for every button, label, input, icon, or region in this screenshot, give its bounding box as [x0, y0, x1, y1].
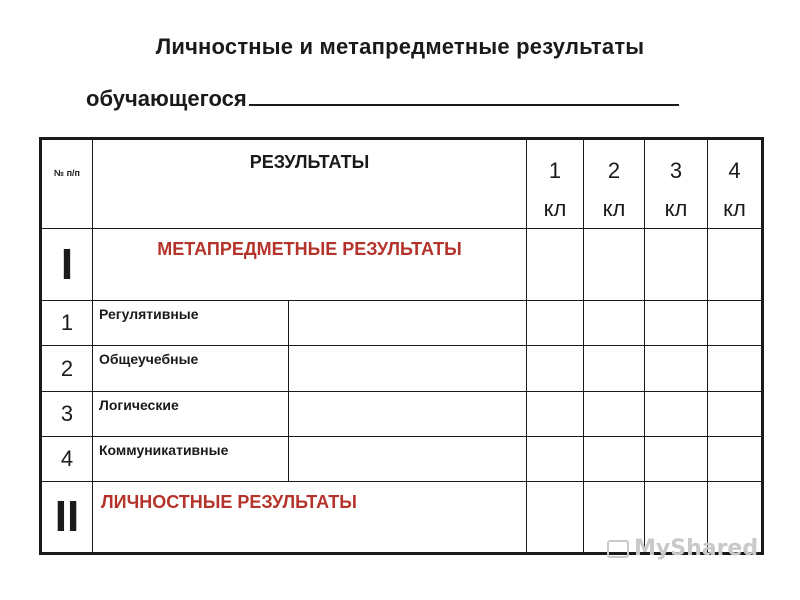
row-detail-cell[interactable] [289, 301, 527, 346]
results-table [39, 137, 764, 555]
header-grade-4: 4 кл [708, 139, 763, 229]
row-label: Регулятивные [93, 301, 289, 346]
header-grade-1: 1 кл [527, 139, 584, 229]
header-number-cell: № п/п [41, 139, 93, 229]
grade-cell[interactable] [527, 437, 584, 482]
document-title-line2 [86, 86, 679, 112]
grade-cell[interactable] [708, 437, 763, 482]
watermark-logo-icon [607, 540, 629, 558]
grade-cell[interactable] [527, 482, 584, 554]
grade-cell[interactable] [584, 301, 645, 346]
watermark-text: MyShared [634, 536, 759, 561]
row-number: 2 [41, 346, 93, 392]
grade-cell[interactable] [708, 301, 763, 346]
section-title-personal: ЛИЧНОСТНЫЕ РЕЗУЛЬТАТЫ [93, 482, 527, 554]
section-row-metasubject [41, 229, 763, 301]
header-grade-2: 2 кл [584, 139, 645, 229]
grade-cell[interactable] [708, 229, 763, 301]
header-grade-3: 3 кл [645, 139, 708, 229]
grade-cell[interactable] [527, 301, 584, 346]
row-detail-cell[interactable] [289, 392, 527, 437]
grade-cell[interactable] [645, 437, 708, 482]
row-label: Логические [93, 392, 289, 437]
section-numeral-2: II [41, 482, 93, 554]
grade-cell[interactable] [645, 346, 708, 392]
document-title-line1: Личностные и метапредметные результаты [155, 34, 645, 59]
section-numeral-1: I [41, 229, 93, 301]
table-row [41, 346, 763, 392]
row-label: Общеучебные [93, 346, 289, 392]
table-header-row [41, 139, 763, 229]
table-row [41, 301, 763, 346]
row-detail-cell[interactable] [289, 346, 527, 392]
row-label: Коммуникативные [93, 437, 289, 482]
row-number: 1 [41, 301, 93, 346]
grade-cell[interactable] [645, 301, 708, 346]
grade-cell[interactable] [708, 392, 763, 437]
grade-cell[interactable] [708, 346, 763, 392]
grade-cell[interactable] [584, 437, 645, 482]
grade-cell[interactable] [645, 392, 708, 437]
grade-cell[interactable] [584, 229, 645, 301]
grade-cell[interactable] [527, 392, 584, 437]
section-title-metasubject: МЕТАПРЕДМЕТНЫЕ РЕЗУЛЬТАТЫ [93, 229, 527, 301]
student-name-blank[interactable] [249, 86, 679, 106]
grade-cell[interactable] [527, 229, 584, 301]
grade-cell[interactable] [584, 392, 645, 437]
table-row [41, 437, 763, 482]
grade-cell[interactable] [645, 229, 708, 301]
table-row [41, 392, 763, 437]
header-results-cell: РЕЗУЛЬТАТЫ [93, 139, 527, 229]
row-detail-cell[interactable] [289, 437, 527, 482]
row-number: 3 [41, 392, 93, 437]
grade-cell[interactable] [584, 346, 645, 392]
row-number: 4 [41, 437, 93, 482]
student-label: обучающегося [86, 86, 247, 111]
grade-cell[interactable] [527, 346, 584, 392]
